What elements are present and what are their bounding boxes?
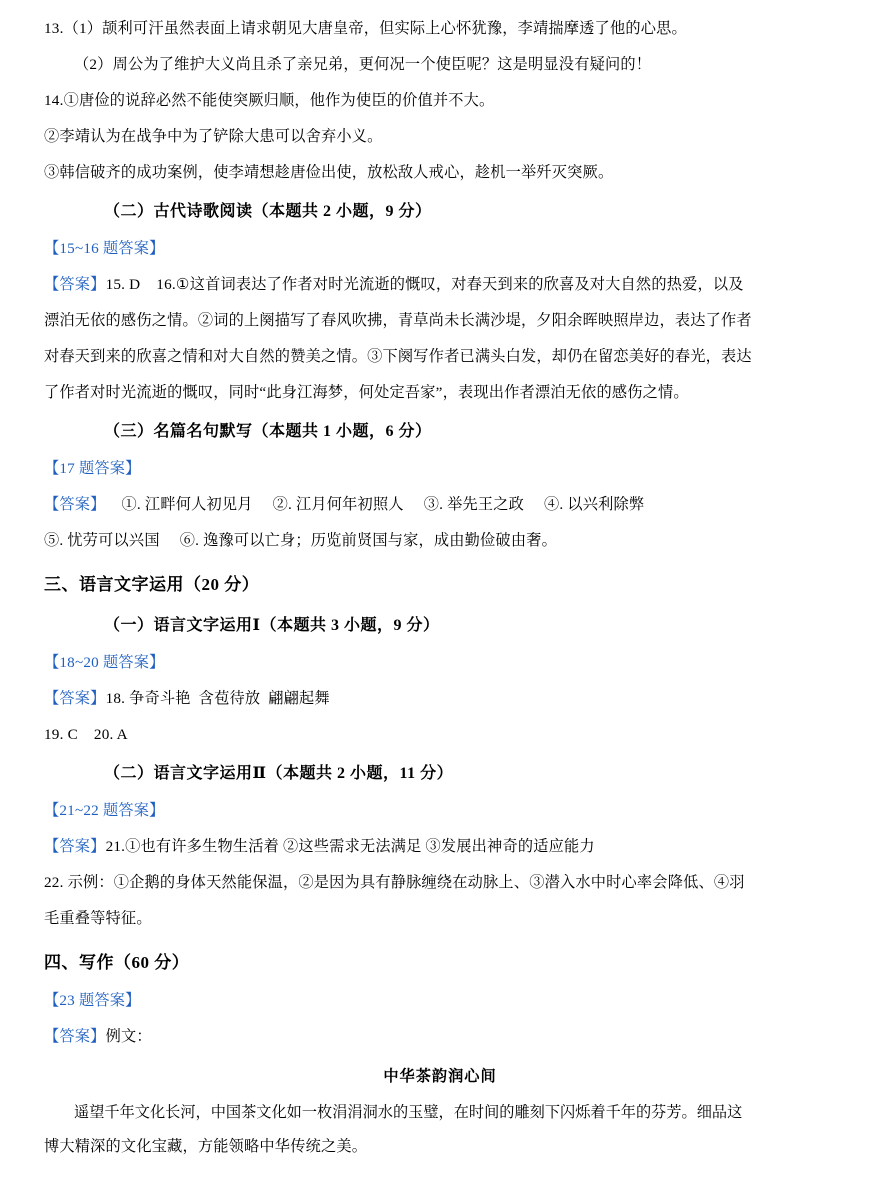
answer-text: 15. D 16.①这首词表达了作者对时光流逝的慨叹，对春天到来的欣喜及对大自然的热爱，以及 (105, 276, 744, 293)
paragraph-q14-2: ②李靖认为在战争中为了铲除大患可以舍弃小义。 (44, 128, 383, 145)
paragraph-q14-1: 14.①唐俭的说辞必然不能使突厥归顺，他作为使臣的价值并不大。 (44, 92, 495, 109)
heading-language-use-2: （二）语言文字运用Ⅱ（本题共 2 小题，11 分） (104, 765, 454, 782)
essay-title: 中华茶韵润心间 (383, 1068, 497, 1085)
answer-22-line1: 22. 示例：①企鹅的身体天然能保温，②是因为具有静脉缠绕在动脉上、③潜入水中时心率会降低、④羽 (44, 874, 745, 891)
answer-tag-23: 【23 题答案】 (44, 992, 141, 1009)
answer-15-16 (44, 270, 836, 300)
answer-17-line2: ⑤. 忧劳可以兴国 ⑥. 逸豫可以亡身；历览前贤国与家，成由勤俭破由奢。 (44, 532, 557, 549)
heading-section-four: 四、写作（60 分） (44, 953, 190, 972)
answer-15-16-cont3: 了作者对时光流逝的慨叹，同时“此身江海梦，何处定吾家”，表现出作者漂泊无依的感伤之情。 (44, 384, 689, 401)
answer-tag-17: 【17 题答案】 (44, 460, 141, 477)
answer-15-16-cont2: 对春天到来的欣喜之情和对大自然的赞美之情。③下阕写作者已满头白发，却仍在留恋美好的春光，表达 (44, 348, 752, 365)
answer-17-line1 (44, 490, 836, 520)
answer-label: 【答案】 (44, 690, 106, 707)
answer-text: 21.①也有许多生物生活着 ②这些需求无法满足 ③发展出神奇的适应能力 (105, 838, 595, 855)
heading-section-three: 三、语言文字运用（20 分） (44, 575, 260, 594)
answer-text: 例文： (105, 1028, 152, 1045)
paragraph-q14-3: ③韩信破齐的成功案例，使李靖想趁唐俭出使，放松敌人戒心，趁机一举歼灭突厥。 (44, 164, 614, 181)
answer-text: ①. 江畔何人初见月 ②. 江月何年初照人 ③. 举先王之政 ④. 以兴利除弊 (105, 496, 645, 513)
answer-label: 【答案】 (44, 276, 106, 293)
answer-23 (44, 1022, 836, 1052)
answer-19-20: 19. C 20. A (44, 726, 128, 743)
answer-21 (44, 832, 836, 862)
answer-label: 【答案】 (44, 838, 106, 855)
heading-famous-sentences-dictation: （三）名篇名句默写（本题共 1 小题，6 分） (104, 423, 432, 440)
answer-label: 【答案】 (44, 496, 106, 513)
answer-tag-21-22: 【21~22 题答案】 (44, 802, 165, 819)
answer-15-16-cont1: 漂泊无依的感伤之情。②词的上阕描写了春风吹拂，青草尚未长满沙堤，夕阳余晖映照岸边，表达了作者 (44, 312, 752, 329)
answer-tag-15-16: 【15~16 题答案】 (44, 240, 165, 257)
heading-language-use-1: （一）语言文字运用Ⅰ（本题共 3 小题，9 分） (104, 617, 440, 634)
answer-text: 18. 争奇斗艳 含苞待放 翩翩起舞 (105, 690, 330, 707)
paragraph-q13-1: 13.（1）颉利可汗虽然表面上请求朝见大唐皇帝，但实际上心怀犹豫，李靖揣摩透了他的心思。 (44, 20, 687, 37)
answer-18 (44, 684, 836, 714)
answer-tag-18-20: 【18~20 题答案】 (44, 654, 165, 671)
essay-paragraph-1-cont: 博大精深的文化宝藏，方能领略中华传统之美。 (44, 1138, 368, 1155)
answer-label: 【答案】 (44, 1028, 106, 1045)
essay-paragraph-1: 遥望千年文化长河，中国茶文化如一枚涓涓洞水的玉璧，在时间的雕刻下闪烁着千年的芬芳。细品这 (74, 1104, 743, 1121)
paragraph-q13-2: （2）周公为了维护大义尚且杀了亲兄弟，更何况一个使臣呢？这是明显没有疑问的！ (74, 56, 652, 73)
heading-ancient-poetry-reading: （二）古代诗歌阅读（本题共 2 小题，9 分） (104, 203, 432, 220)
answer-22-line2: 毛重叠等特征。 (44, 910, 152, 927)
